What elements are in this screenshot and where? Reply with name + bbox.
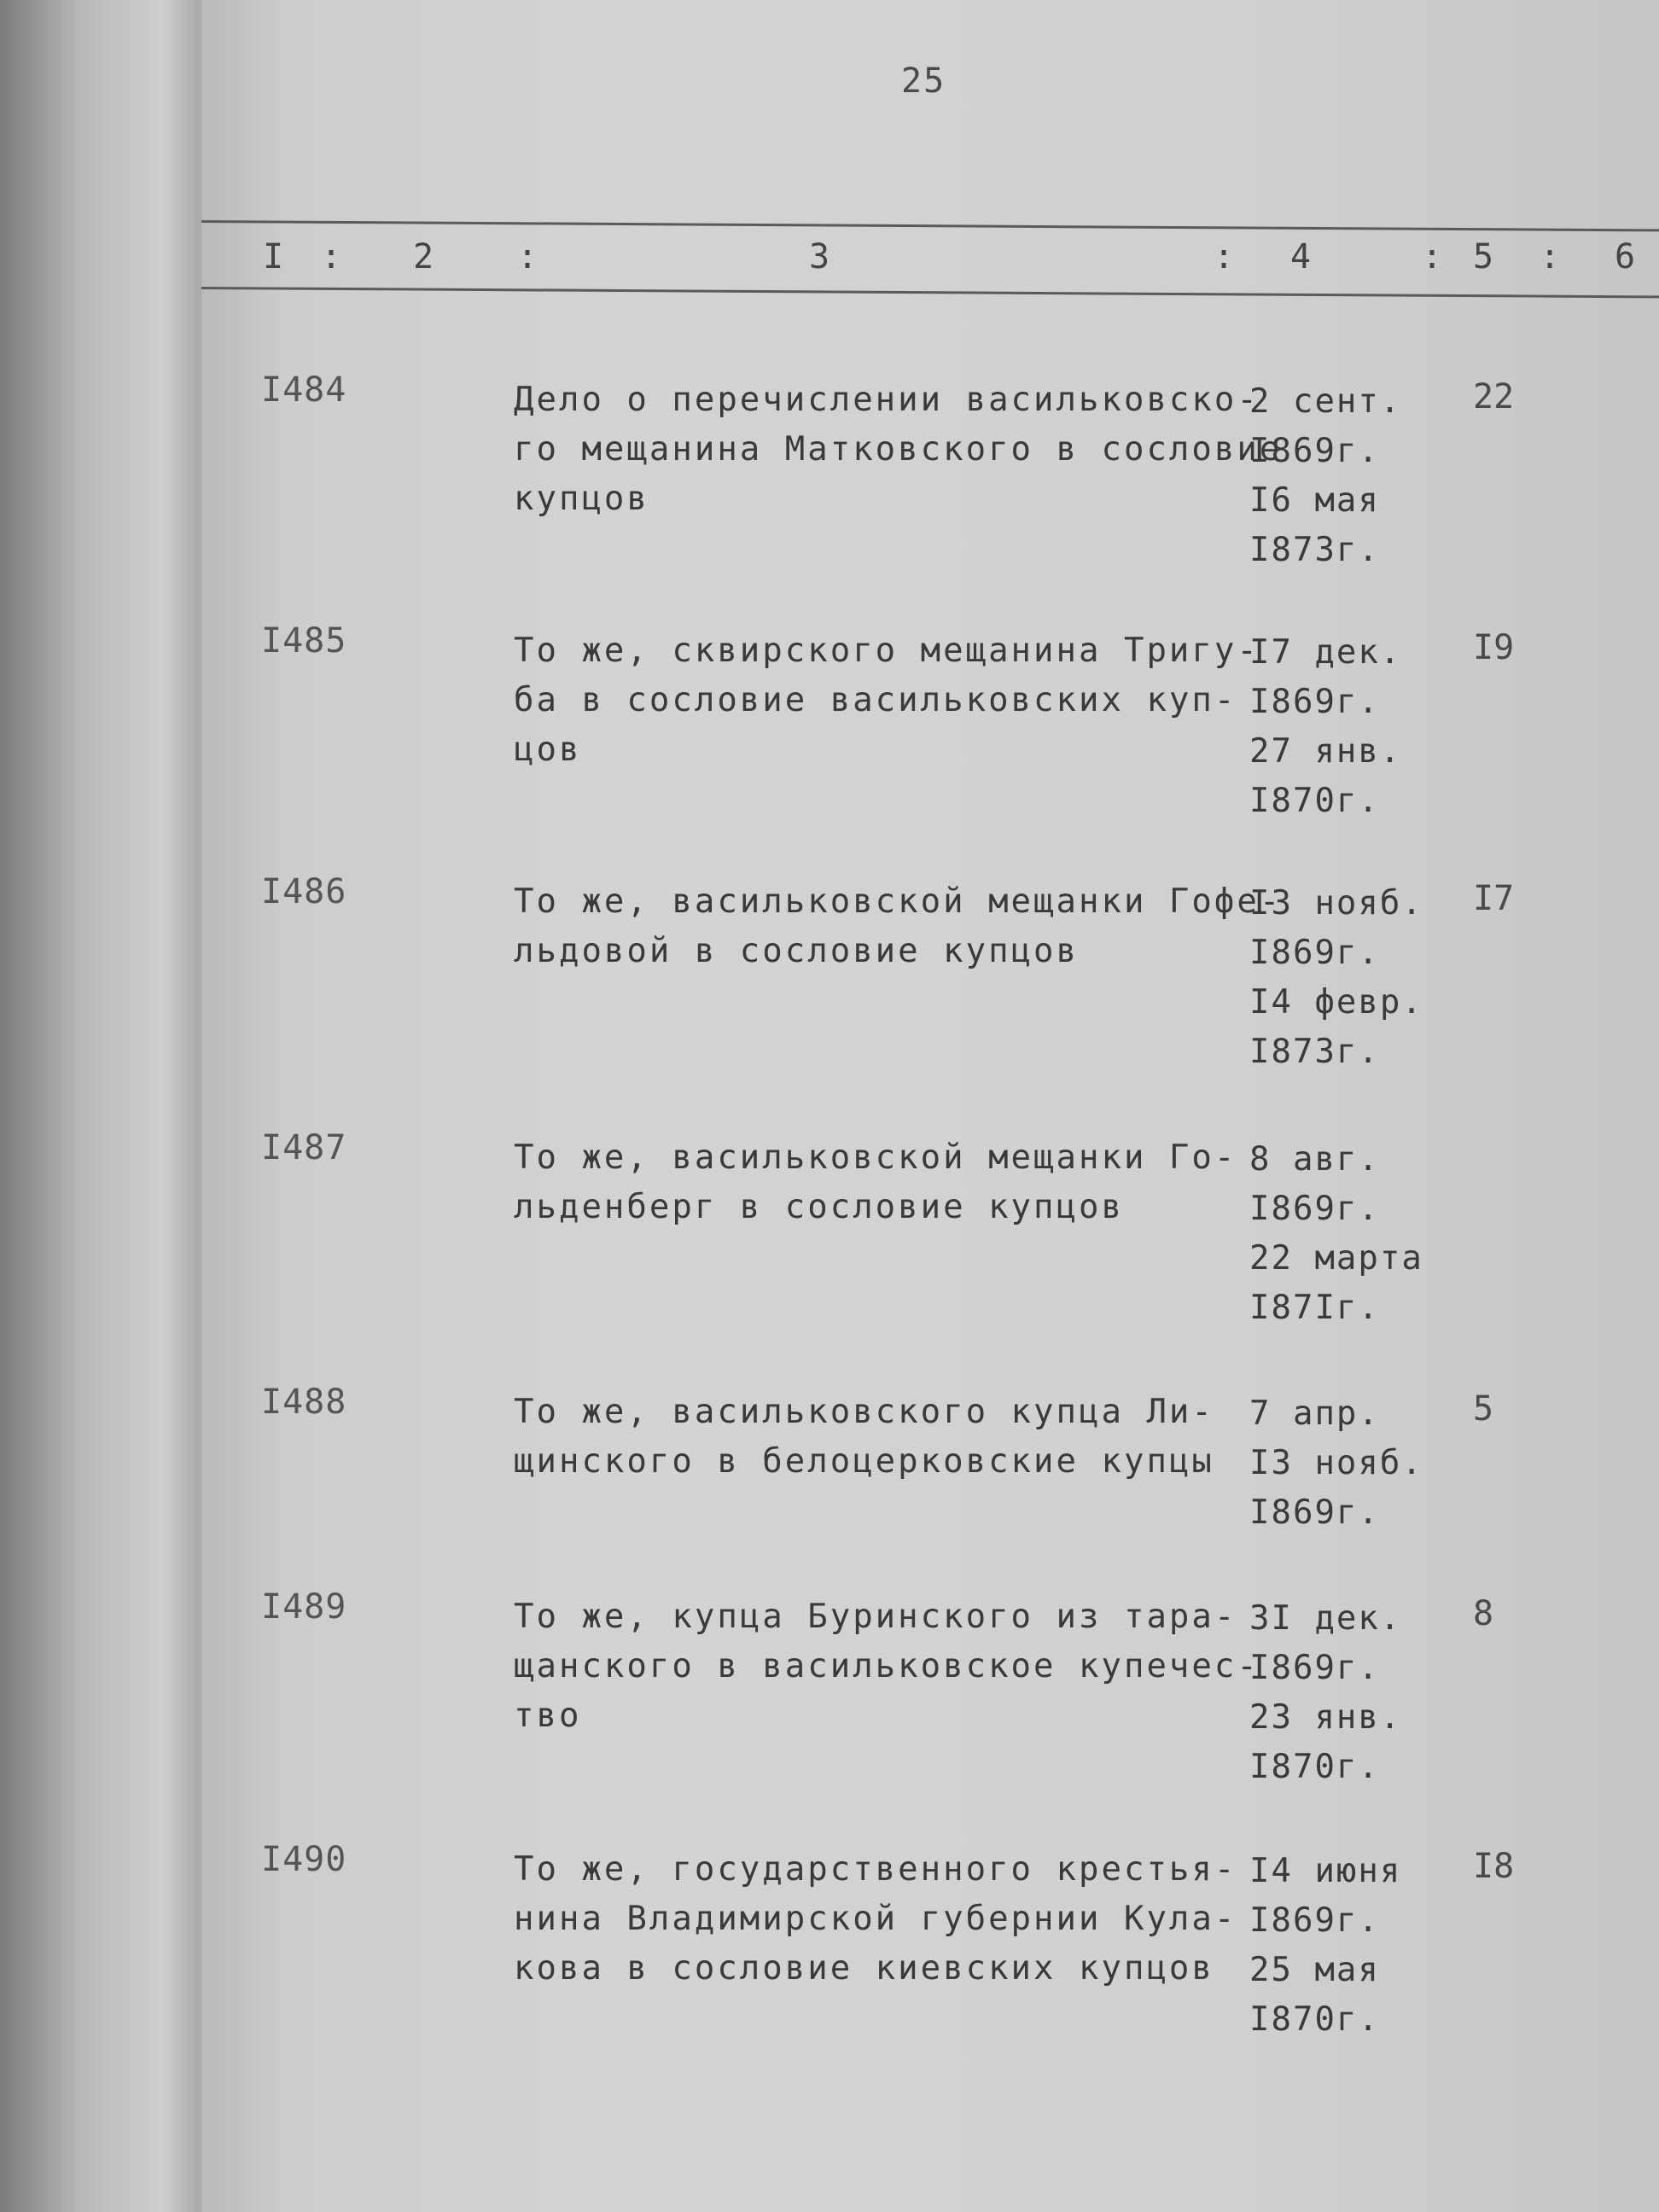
entry-title: То же, купца Буринского из тара- щанского в васильковское купечес- тво	[514, 1598, 1260, 1735]
column-header-6: 6	[1615, 237, 1636, 276]
entry-title: То же, васильковской мещанки Го- льденберг в сословие купцов	[514, 1138, 1237, 1226]
entry-dates: I4 июня I869г. 25 мая I870г.	[1249, 1852, 1402, 2039]
entry-number: I486	[261, 872, 347, 911]
entry-title: То же, сквирского мещанина Тригу- ба в сословие васильковских куп- цов	[514, 632, 1260, 769]
entry-dates: 3I дек. I869г. 23 янв. I870г.	[1249, 1599, 1402, 1786]
entry-title: То же, васильковского купца Ли- щинского в белоцерковские купцы	[514, 1393, 1214, 1481]
column-header-separator: :	[517, 237, 538, 276]
column-header-3: 3	[809, 237, 830, 276]
entry-number: I488	[261, 1382, 347, 1422]
entry-number: I490	[261, 1840, 347, 1879]
entry-dates: 8 авг. I869г. 22 марта I87Iг.	[1249, 1140, 1423, 1327]
column-header-separator: :	[321, 237, 342, 276]
column-header-separator: :	[1540, 237, 1561, 276]
entry-dates: 2 сент. I869г. I6 мая I873г.	[1249, 382, 1402, 569]
column-header-separator: :	[1422, 237, 1443, 276]
column-header-separator: :	[1214, 237, 1235, 276]
entry-number: I485	[261, 621, 347, 661]
entry-sheet-count: 5	[1473, 1389, 1494, 1429]
entry-title: То же, васильковской мещанки Гофе- льдовой в сословие купцов	[514, 882, 1283, 970]
entry-number: I489	[261, 1587, 347, 1627]
entry-sheet-count: 22	[1473, 377, 1515, 416]
document-page	[201, 0, 1659, 2212]
entry-title: То же, государственного крестья- нина Владимирской губернии Кула- кова в сословие киевских купцов	[514, 1850, 1237, 1988]
page-number: 25	[901, 61, 946, 101]
header-rule-top	[201, 220, 1659, 231]
entry-sheet-count: I9	[1473, 628, 1515, 667]
entry-dates: I7 дек. I869г. 27 янв. I870г.	[1249, 633, 1402, 820]
column-header-4: 4	[1290, 237, 1312, 276]
entry-sheet-count: I7	[1473, 879, 1515, 918]
entry-title: Дело о перечислении васильковско- го мещанина Матковского в сословие купцов	[514, 381, 1283, 518]
entry-number: I484	[261, 370, 347, 410]
entry-number: I487	[261, 1128, 347, 1167]
book-binding	[0, 0, 201, 2212]
column-header-5: 5	[1473, 237, 1494, 276]
column-header-1: I	[263, 237, 284, 276]
entry-dates: 7 апр. I3 нояб. I869г.	[1249, 1394, 1423, 1532]
header-rule-bottom	[201, 287, 1659, 298]
column-header-2: 2	[413, 237, 434, 276]
entry-sheet-count: 8	[1473, 1594, 1494, 1633]
entry-sheet-count: I8	[1473, 1847, 1515, 1886]
entry-dates: I3 нояб. I869г. I4 февр. I873г.	[1249, 884, 1423, 1071]
